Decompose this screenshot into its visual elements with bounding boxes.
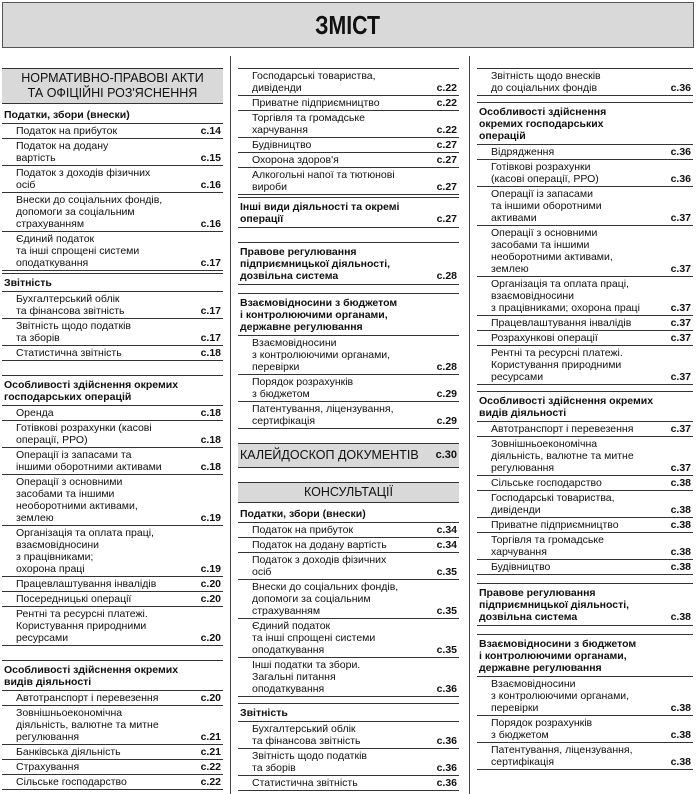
toc-entry-title: Патентування, ліцензування, сертифікація bbox=[252, 403, 394, 427]
toc-entry[interactable] bbox=[477, 560, 693, 575]
toc-entry-title: Зовнішньоекономічна діяльність, валютне та митне регулювання bbox=[16, 707, 159, 743]
page-number: с.37 bbox=[670, 371, 691, 383]
page-number: с.27 bbox=[436, 213, 457, 225]
toc-entry[interactable] bbox=[2, 346, 223, 361]
toc-entry-title: Взаємовідносини з контролюючими органами, перевірки bbox=[252, 337, 391, 373]
page-number: с.37 bbox=[670, 317, 691, 329]
page-number: с.14 bbox=[200, 125, 221, 137]
toc-entry[interactable] bbox=[2, 775, 223, 790]
toc-entry[interactable] bbox=[238, 538, 459, 553]
section-heading: Особливості здійснення окремих господарських операцій bbox=[477, 102, 693, 145]
section-heading: Податки, збори (внески) bbox=[2, 106, 223, 124]
toc-entry[interactable] bbox=[2, 193, 223, 232]
toc-entry[interactable] bbox=[238, 153, 459, 168]
page-number: с.17 bbox=[200, 332, 221, 344]
toc-entry-title: Торгівля та громадське харчування bbox=[252, 112, 365, 136]
toc-entry-title: Єдиний податок та інші спрощені системи оподаткування bbox=[252, 620, 376, 656]
toc-entry[interactable] bbox=[477, 226, 693, 277]
page-number: с.28 bbox=[436, 270, 457, 282]
page-number: с.37 bbox=[670, 332, 691, 344]
page-number: с.38 bbox=[670, 519, 691, 531]
toc-entry-title: Внески до соціальних фондів, допомоги за соціальним страхуванням bbox=[252, 581, 399, 617]
toc-entry[interactable] bbox=[2, 760, 223, 775]
page-number: с.35 bbox=[436, 566, 457, 578]
toc-entry[interactable] bbox=[238, 96, 459, 111]
page-number: с.36 bbox=[670, 146, 691, 158]
toc-entry-title: Податок з доходів фізичних осіб bbox=[16, 167, 151, 191]
toc-entry-title: Алкогольні напої та тютюнові вироби bbox=[252, 169, 395, 193]
toc-entry-title: Автотранспорт і перевезення bbox=[16, 692, 159, 704]
toc-entry[interactable] bbox=[477, 346, 693, 385]
toc-entry[interactable] bbox=[238, 553, 459, 580]
toc-entry-title: Оренда bbox=[16, 407, 54, 419]
page-number: с.36 bbox=[436, 683, 457, 695]
toc-entry[interactable] bbox=[238, 523, 459, 538]
toc-entry-title: Зовнішньоекономічна діяльність, валютне та митне регулювання bbox=[491, 438, 634, 474]
toc-entry[interactable] bbox=[2, 691, 223, 706]
page-number: с.16 bbox=[200, 179, 221, 191]
toc-entry-title: Будівництво bbox=[491, 561, 551, 573]
section-heading: Особливості здійснення окремих господарських операцій bbox=[2, 375, 223, 406]
section-heading: Особливості здійснення окремих видів діяльності bbox=[477, 391, 693, 422]
page-number: с.38 bbox=[670, 561, 691, 573]
toc-entry[interactable] bbox=[238, 111, 459, 138]
toc-entry-title: Операції з основними засобами та іншими необоротними активами, землею bbox=[16, 476, 138, 524]
toc-entry[interactable] bbox=[2, 421, 223, 448]
section-heading: Взаємовідносини з бюджетом і контролюючими органами, державне регулювання bbox=[238, 293, 459, 336]
section-heading-with-page[interactable] bbox=[238, 197, 459, 228]
toc-entry[interactable] bbox=[238, 402, 459, 429]
toc-entry-title: Рентні та ресурсні платежі. Користування природними ресурсами bbox=[491, 347, 623, 383]
toc-entry[interactable] bbox=[238, 375, 459, 402]
toc-entry[interactable] bbox=[238, 580, 459, 619]
toc-entry-title: Банківська діяльність bbox=[16, 746, 121, 758]
page-number: с.36 bbox=[436, 762, 457, 774]
page-number: с.38 bbox=[670, 611, 691, 623]
page-number: с.21 bbox=[200, 731, 221, 743]
toc-entry-title: Податок на додану вартість bbox=[16, 140, 109, 164]
column-divider bbox=[469, 56, 470, 794]
toc-entry-title: Відрядження bbox=[491, 146, 555, 158]
page-number: с.18 bbox=[200, 461, 221, 473]
toc-entry-title: Єдиний податок та інші спрощені системи оподаткування bbox=[16, 233, 140, 269]
toc-entry[interactable] bbox=[238, 749, 459, 776]
toc-entry[interactable] bbox=[2, 592, 223, 607]
toc-entry[interactable] bbox=[2, 124, 223, 139]
page-title-bar bbox=[2, 2, 694, 48]
page-number: с.37 bbox=[670, 462, 691, 474]
toc-entry[interactable] bbox=[238, 776, 459, 791]
page-number: с.19 bbox=[200, 512, 221, 524]
toc-entry-title: Порядок розрахунків з бюджетом bbox=[252, 376, 354, 400]
toc-entry-title: Порядок розрахунків з бюджетом bbox=[491, 717, 593, 741]
toc-entry[interactable] bbox=[238, 619, 459, 658]
page-number: с.18 bbox=[200, 347, 221, 359]
page-number: с.30 bbox=[435, 449, 457, 461]
section-heading-with-page[interactable] bbox=[238, 242, 459, 285]
toc-entry-title: Автотранспорт і перевезення bbox=[491, 423, 634, 435]
toc-entry-title: Готівкові розрахунки (касові операції, РРО) bbox=[16, 422, 152, 446]
page-number: с.38 bbox=[670, 702, 691, 714]
page-number: с.27 bbox=[436, 154, 457, 166]
toc-entry-title: Податок на прибуток bbox=[252, 524, 354, 536]
page-number: с.34 bbox=[436, 539, 457, 551]
toc-entry-title: Будівництво bbox=[252, 139, 312, 151]
page-number: с.15 bbox=[200, 152, 221, 164]
page-number: с.36 bbox=[436, 735, 457, 747]
toc-entry[interactable] bbox=[477, 187, 693, 226]
page-number: с.22 bbox=[436, 124, 457, 136]
page-number: с.38 bbox=[670, 477, 691, 489]
toc-entry-title: Податок з доходів фізичних осіб bbox=[252, 554, 387, 578]
toc-entry[interactable] bbox=[477, 491, 693, 518]
page-number: с.22 bbox=[200, 776, 221, 788]
page-number: с.38 bbox=[670, 546, 691, 558]
toc-entry-title: Взаємовідносини з контролюючими органами, перевірки bbox=[491, 678, 630, 714]
toc-entry-title: Податок на додану вартість bbox=[252, 539, 387, 551]
toc-entry[interactable] bbox=[477, 437, 693, 476]
toc-entry-title: Податок на прибуток bbox=[16, 125, 118, 137]
toc-entry[interactable] bbox=[477, 69, 693, 96]
toc-entry-title: Сільське господарство bbox=[491, 477, 602, 489]
toc-entry-title: Патентування, ліцензування, сертифікація bbox=[491, 744, 633, 768]
toc-entry-title: Посередницькі операції bbox=[16, 593, 132, 605]
toc-entry-title: Господарські товариства, дивіденди bbox=[491, 492, 615, 516]
toc-entry[interactable] bbox=[2, 706, 223, 745]
page-number: с.19 bbox=[200, 563, 221, 575]
toc-entry-title: Приватне підприємництво bbox=[252, 97, 380, 109]
page-number: с.36 bbox=[436, 777, 457, 789]
toc-entry[interactable] bbox=[238, 69, 459, 96]
toc-entry[interactable] bbox=[477, 145, 693, 160]
toc-entry-title: Господарські товариства, дивіденди bbox=[252, 70, 376, 94]
page-number: с.18 bbox=[200, 407, 221, 419]
toc-entry[interactable] bbox=[477, 533, 693, 560]
page-title: ЗМІСТ bbox=[315, 9, 381, 40]
page-number: с.38 bbox=[670, 504, 691, 516]
page-number: с.29 bbox=[436, 415, 457, 427]
toc-column-3 bbox=[477, 56, 693, 792]
toc-entry[interactable] bbox=[477, 331, 693, 346]
toc-entry-title: Звітність щодо внесків до соціальних фондів bbox=[491, 70, 601, 94]
page-number: с.22 bbox=[436, 82, 457, 94]
section-heading: Інші види діяльності та окремі операції bbox=[240, 201, 400, 225]
toc-entry-title: Працевлаштування інвалідів bbox=[16, 578, 157, 590]
toc-entry[interactable] bbox=[477, 476, 693, 491]
page-number: с.37 bbox=[670, 423, 691, 435]
toc-entry-title: Організація та оплата праці, взаємовідносини з працівниками; охорона праці bbox=[16, 527, 154, 575]
page-number: с.20 bbox=[200, 578, 221, 590]
toc-entry[interactable] bbox=[2, 475, 223, 526]
toc-entry[interactable] bbox=[238, 722, 459, 749]
page-number: с.37 bbox=[670, 212, 691, 224]
toc-entry[interactable] bbox=[2, 745, 223, 760]
toc-entry-title: Приватне підприємництво bbox=[491, 519, 619, 531]
toc-entry[interactable] bbox=[477, 422, 693, 437]
toc-entry[interactable] bbox=[2, 166, 223, 193]
section-banner-consultations: КОНСУЛЬТАЦІЇ bbox=[238, 482, 459, 503]
toc-entry[interactable] bbox=[477, 743, 693, 770]
page-number: с.36 bbox=[670, 173, 691, 185]
page-number: с.27 bbox=[436, 181, 457, 193]
toc-entry[interactable] bbox=[2, 139, 223, 166]
section-heading: Звітність bbox=[2, 273, 223, 292]
toc-entry[interactable] bbox=[477, 277, 693, 316]
page-number: с.20 bbox=[200, 593, 221, 605]
toc-entry-title: Рентні та ресурсні платежі. Користування природними ресурсами bbox=[16, 608, 148, 644]
toc-entry[interactable] bbox=[2, 406, 223, 421]
page-number: с.18 bbox=[200, 434, 221, 446]
page-number: с.22 bbox=[436, 97, 457, 109]
toc-entry[interactable] bbox=[477, 316, 693, 331]
toc-entry[interactable] bbox=[2, 232, 223, 271]
toc-entry[interactable] bbox=[238, 168, 459, 195]
toc-entry-title: Сільське господарство bbox=[16, 776, 127, 788]
toc-entry-title: Працевлаштування інвалідів bbox=[491, 317, 632, 329]
page-number: с.27 bbox=[436, 139, 457, 151]
toc-entry-title: Охорона здоров'я bbox=[252, 154, 339, 166]
toc-entry[interactable] bbox=[477, 677, 693, 716]
toc-entry[interactable] bbox=[477, 716, 693, 743]
toc-entry-title: Організація та оплата праці, взаємовідносини з працівниками; охорона праці bbox=[491, 278, 640, 314]
toc-entry-title: Розрахункові операції bbox=[491, 332, 598, 344]
toc-entry[interactable] bbox=[238, 138, 459, 153]
toc-column-1 bbox=[2, 56, 223, 792]
toc-entry-title: Звітність щодо податків та зборів bbox=[16, 320, 131, 344]
toc-entry-title: Статистична звітність bbox=[252, 777, 358, 789]
section-heading: Правове регулювання підприємницької діяльності, дозвільна система bbox=[240, 246, 391, 282]
page-number: с.37 bbox=[670, 263, 691, 275]
section-banner-normative: НОРМАТИВНО-ПРАВОВІ АКТИ ТА ОФІЦІЙНІ РОЗ'ЯСНЕННЯ bbox=[2, 68, 223, 104]
section-heading: Взаємовідносини з бюджетом і контролюючими органами, державне регулювання bbox=[477, 634, 693, 677]
toc-entry[interactable] bbox=[477, 160, 693, 187]
page-number: с.38 bbox=[670, 729, 691, 741]
section-heading: Особливості здійснення окремих видів діяльності bbox=[2, 660, 223, 691]
toc-entry-title: Статистична звітність bbox=[16, 347, 122, 359]
page-number: с.17 bbox=[200, 257, 221, 269]
page-number: с.29 bbox=[436, 388, 457, 400]
toc-entry[interactable] bbox=[2, 607, 223, 646]
toc-entry-title: Звітність щодо податків та зборів bbox=[252, 750, 367, 774]
section-heading-with-page[interactable] bbox=[477, 583, 693, 626]
toc-entry-title: Операції із запасами та іншими оборотними активами bbox=[16, 449, 162, 473]
toc-entry-title: Страхування bbox=[16, 761, 80, 773]
toc-entry-title: Операції із запасами та іншими оборотними активами bbox=[491, 188, 602, 224]
toc-entry-title: Бухгалтерський облік та фінансова звітність bbox=[252, 723, 361, 747]
banner-label: КАЛЕЙДОСКОП ДОКУМЕНТІВ bbox=[240, 448, 419, 462]
section-heading: Правове регулювання підприємницької діяльності, дозвільна система bbox=[479, 587, 630, 623]
page-number: с.38 bbox=[670, 756, 691, 768]
toc-entry[interactable] bbox=[238, 658, 459, 697]
column-divider bbox=[230, 56, 231, 794]
page-number: с.35 bbox=[436, 644, 457, 656]
page-number: с.20 bbox=[200, 632, 221, 644]
toc-entry[interactable] bbox=[2, 526, 223, 577]
toc-entry[interactable] bbox=[2, 292, 223, 319]
toc-entry-title: Готівкові розрахунки (касові операції, РРО) bbox=[491, 161, 599, 185]
toc-entry-title: Торгівля та громадське харчування bbox=[491, 534, 604, 558]
page-number: с.20 bbox=[200, 692, 221, 704]
toc-column-2 bbox=[238, 56, 459, 792]
section-banner-kaleidoscope[interactable] bbox=[238, 443, 459, 468]
section-heading: Звітність bbox=[238, 703, 459, 722]
toc-entry[interactable] bbox=[477, 518, 693, 533]
page-number: с.21 bbox=[200, 746, 221, 758]
toc-entry[interactable] bbox=[238, 336, 459, 375]
section-heading: Податки, збори (внески) bbox=[238, 505, 459, 523]
page-number: с.37 bbox=[670, 302, 691, 314]
page-number: с.36 bbox=[670, 82, 691, 94]
page-number: с.35 bbox=[436, 605, 457, 617]
page-number: с.34 bbox=[436, 524, 457, 536]
toc-entry[interactable] bbox=[2, 319, 223, 346]
page-number: с.16 bbox=[200, 218, 221, 230]
toc-entry-title: Операції з основними засобами та іншими необоротними активами, землею bbox=[491, 227, 613, 275]
page-number: с.28 bbox=[436, 361, 457, 373]
toc-entry-title: Бухгалтерський облік та фінансова звітність bbox=[16, 293, 125, 317]
toc-entry-title: Внески до соціальних фондів, допомоги за соціальним страхуванням bbox=[16, 194, 163, 230]
toc-entry[interactable] bbox=[2, 448, 223, 475]
page-number: с.22 bbox=[200, 761, 221, 773]
toc-entry-title: Інші податки та збори. Загальні питання оподаткування bbox=[252, 659, 361, 695]
page-number: с.17 bbox=[200, 305, 221, 317]
toc-entry[interactable] bbox=[2, 577, 223, 592]
